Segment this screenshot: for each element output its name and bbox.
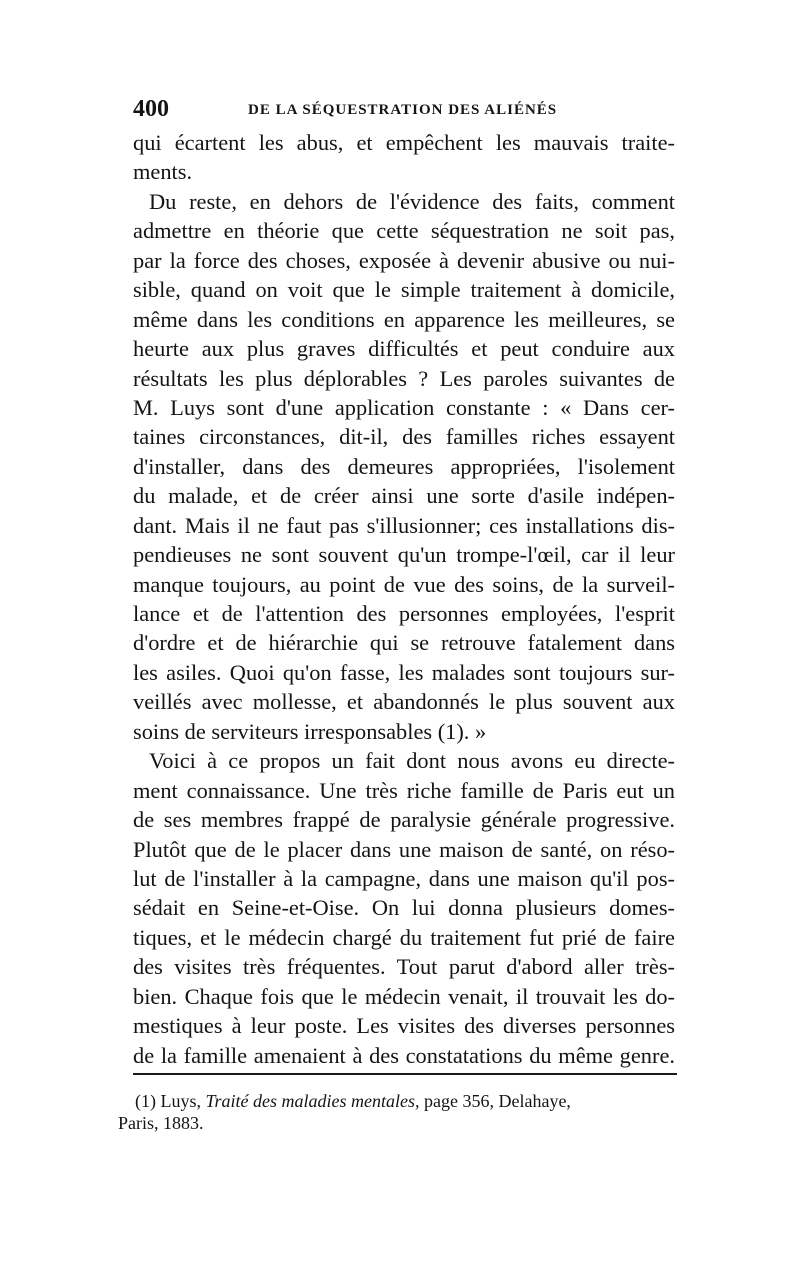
text-line: Du reste, en dehors de l'évidence des faits, comment [149, 188, 675, 214]
footnote [118, 1090, 678, 1134]
text-line: veillés avec mollesse, et abandonnés le plus souvent aux [133, 689, 675, 715]
text-line: de ses membres frappé de paralysie générale progressive. [133, 807, 675, 833]
footnote-book-title: Traité des maladies mentales, [205, 1091, 420, 1111]
footnote-line: Paris, 1883. [118, 1113, 204, 1133]
text-line: pendieuses ne sont souvent qu'un trompe-l'œil, car il leur [133, 542, 675, 568]
text-line: dant. Mais il ne faut pas s'illusionner; ces installations dis- [133, 512, 675, 538]
text-line: heurte aux plus graves difficultés et peut conduire aux [133, 336, 675, 362]
running-title: DE LA SÉQUESTRATION DES ALIÉNÉS [248, 102, 558, 118]
text-line: Voici à ce propos un fait dont nous avons eu directe- [149, 748, 675, 774]
footnote-publication: page 356, Delahaye, [424, 1091, 571, 1111]
text-line: sible, quand on voit que le simple traitement à domicile, [133, 277, 675, 303]
text-line: lut de l'installer à la campagne, dans une maison qu'il pos- [133, 865, 675, 891]
text-line: les asiles. Quoi qu'on fasse, les malades sont toujours sur- [133, 659, 675, 685]
text-line: soins de serviteurs irresponsables (1). » [133, 718, 487, 744]
text-line: tiques, et le médecin chargé du traitement fut prié de faire [133, 924, 675, 950]
text-line: résultats les plus déplorables ? Les paroles suivantes de [133, 365, 675, 391]
text-line: d'ordre et de hiérarchie qui se retrouve fatalement dans [133, 630, 675, 656]
text-line: même dans les conditions en apparence les meilleures, se [133, 306, 675, 332]
text-line: ments. [133, 159, 193, 185]
text-line: mestiques à leur poste. Les visites des diverses personnes [133, 1013, 675, 1039]
footnote-rule [133, 1073, 677, 1075]
text-line: du malade, et de créer ainsi une sorte d'asile indépen- [133, 483, 675, 509]
text-line: qui écartent les abus, et empêchent les mauvais traite- [133, 130, 675, 155]
text-line: par la force des choses, exposée à devenir abusive ou nui- [133, 247, 675, 273]
text-line: sédait en Seine-et-Oise. On lui donna plusieurs domes- [133, 895, 675, 921]
text-line: manque toujours, au point de vue des soins, de la surveil- [133, 571, 675, 597]
footnote-line [118, 1090, 678, 1112]
footnote-marker: (1) [135, 1091, 156, 1111]
text-line: de la famille amenaient à des constatations du même genre. [133, 1042, 675, 1068]
text-line: M. Luys sont d'une application constante : « Dans cer- [133, 394, 675, 420]
text-line: admettre en théorie que cette séquestration ne soit pas, [133, 218, 675, 244]
text-line: taines circonstances, dit-il, des familles riches essayent [133, 424, 675, 450]
footnote-author: Luys, [160, 1091, 201, 1111]
text-line: ment connaissance. Une très riche famille de Paris eut un [133, 777, 675, 803]
text-line: Plutôt que de le placer dans une maison de santé, on réso- [133, 836, 675, 862]
text-line: d'installer, dans des demeures appropriées, l'isolement [133, 453, 675, 479]
text-line: lance et de l'attention des personnes employées, l'esprit [133, 601, 675, 626]
text-line: bien. Chaque fois que le médecin venait, il trouvait les do- [133, 983, 675, 1009]
page-number: 400 [133, 96, 169, 122]
body-text [133, 128, 675, 1070]
page-header [133, 96, 693, 126]
text-line: des visites très fréquentes. Tout parut d'abord aller très- [133, 954, 675, 980]
